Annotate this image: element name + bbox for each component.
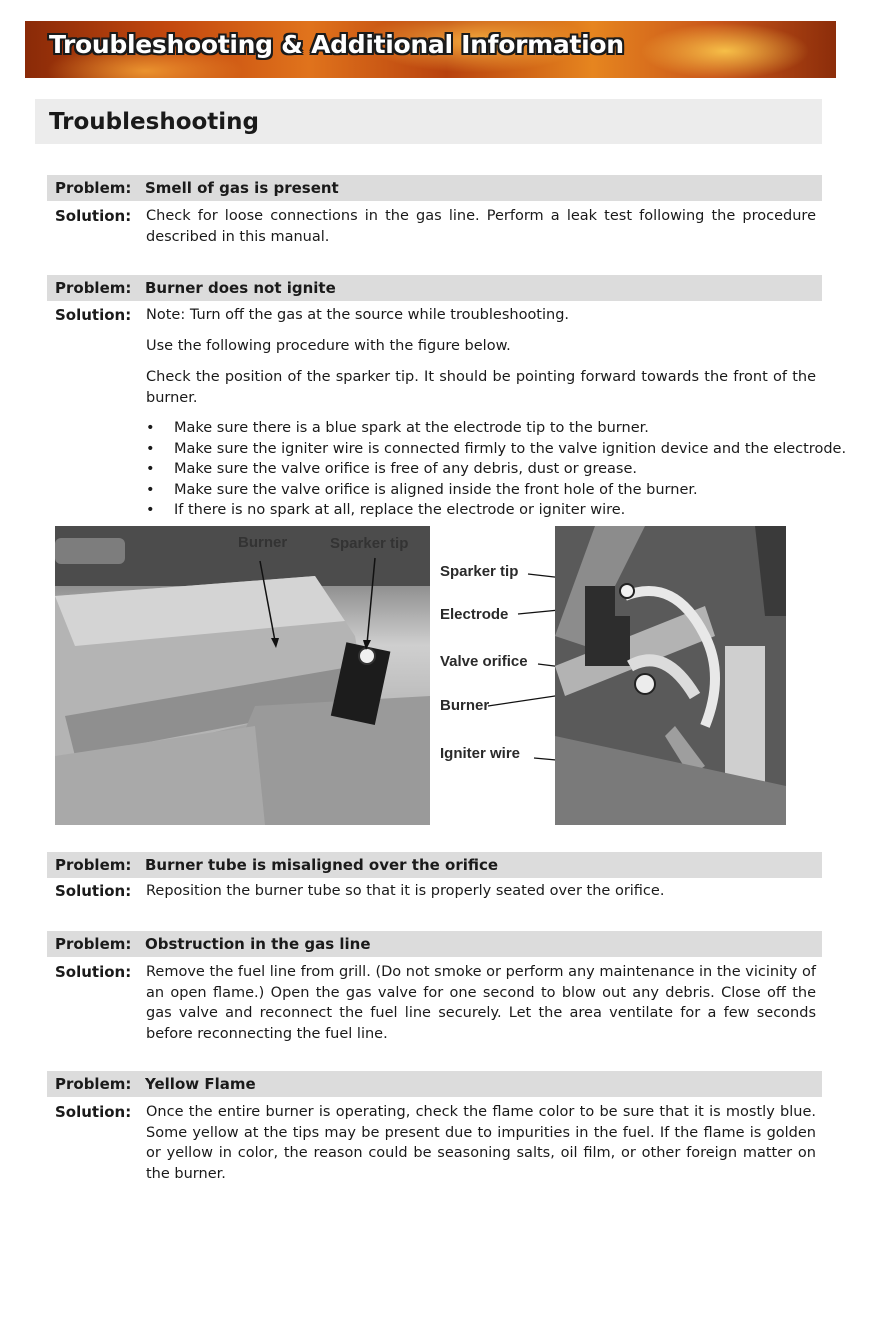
figure-label-burner: Burner xyxy=(238,534,288,551)
bullet-glyph: • xyxy=(146,481,155,498)
igniter-photo xyxy=(555,526,786,825)
figure-label-sparker-tip-right: Sparker tip xyxy=(440,563,519,580)
section-header xyxy=(35,99,822,144)
solution-text: Reposition the burner tube so that it is properly seated over the orifice. xyxy=(146,883,665,899)
list-item-text: Make sure the igniter wire is connected firmly to the valve ignition device and the electrode. xyxy=(174,440,847,457)
problem-bar xyxy=(47,931,822,957)
burner-photo xyxy=(55,526,430,825)
problem-bar xyxy=(47,852,822,878)
bullet-glyph: • xyxy=(146,420,155,436)
problem-text: Yellow Flame xyxy=(145,1075,256,1093)
banner-title: Troubleshooting & Additional Information xyxy=(49,30,624,59)
solution-label: Solution: xyxy=(55,1103,132,1121)
figure-label-sparker-tip: Sparker tip xyxy=(330,535,409,552)
solution-label: Solution: xyxy=(55,306,132,324)
solution-label: Solution: xyxy=(55,882,132,900)
page-banner xyxy=(25,21,836,78)
figure-label-valve-orifice: Valve orifice xyxy=(440,653,528,670)
list-item xyxy=(146,480,826,501)
solution-text: Check for loose connections in the gas line. Perform a leak test following the procedure described in this manual. xyxy=(146,208,816,245)
problem-text: Obstruction in the gas line xyxy=(145,935,371,953)
list-item xyxy=(146,500,826,521)
list-item xyxy=(146,439,847,460)
solution-text: Once the entire burner is operating, check the flame color to be sure that it is mostly blue. Some yellow at the tips may be present due to impurities in the fuel. If the flame is golden or yellow in color, the reason could be seasoning salts, oil film, or other foreign matter on the burner. xyxy=(146,1104,816,1182)
burner-photo-illustration xyxy=(55,526,430,825)
list-item xyxy=(146,418,826,439)
solution-procedure: Use the following procedure with the figure below. xyxy=(146,338,511,354)
problem-label: Problem: xyxy=(55,279,132,297)
solution-note: Note: Turn off the gas at the source while troubleshooting. xyxy=(146,307,570,323)
solution-sparker-check: Check the position of the sparker tip. It should be pointing forward towards the front of the burner. xyxy=(146,369,816,406)
bullet-glyph: • xyxy=(146,502,155,519)
problem-label: Problem: xyxy=(55,1075,132,1093)
solution-text: Remove the fuel line from grill. (Do not smoke or perform any maintenance in the vicinity of an open flame.) Open the gas valve for one second to blow out any debris. Close off the gas valve and reconnect the fuel line securely. Let the area ventilate for a few seconds before reconnecting the fuel line. xyxy=(146,964,816,1042)
list-item-text: If there is no spark at all, replace the electrode or igniter wire. xyxy=(174,502,626,519)
figure-label-igniter-wire: Igniter wire xyxy=(440,745,521,762)
checklist xyxy=(146,418,847,521)
problem-bar xyxy=(47,1071,822,1097)
problem-text: Burner does not ignite xyxy=(145,279,336,297)
problem-text: Smell of gas is present xyxy=(145,179,339,197)
section-title: Troubleshooting xyxy=(49,109,260,135)
figure-label-burner-right: Burner xyxy=(440,697,490,714)
solution-label: Solution: xyxy=(55,207,132,225)
figure-label-electrode: Electrode xyxy=(440,606,509,623)
problem-bar xyxy=(47,175,822,201)
problem-label: Problem: xyxy=(55,179,132,197)
list-item-text: Make sure the valve orifice is aligned inside the front hole of the burner. xyxy=(174,481,698,498)
problem-bar xyxy=(47,275,822,301)
bullet-glyph: • xyxy=(146,440,155,457)
problem-text: Burner tube is misaligned over the orifice xyxy=(145,856,499,874)
solution-label: Solution: xyxy=(55,963,132,981)
problem-label: Problem: xyxy=(55,856,132,874)
bullet-glyph: • xyxy=(146,461,155,478)
list-item-text: Make sure there is a blue spark at the electrode tip to the burner. xyxy=(174,420,649,436)
igniter-photo-illustration xyxy=(555,526,786,825)
problem-label: Problem: xyxy=(55,935,132,953)
list-item-text: Make sure the valve orifice is free of any debris, dust or grease. xyxy=(174,461,637,478)
list-item xyxy=(146,459,826,480)
